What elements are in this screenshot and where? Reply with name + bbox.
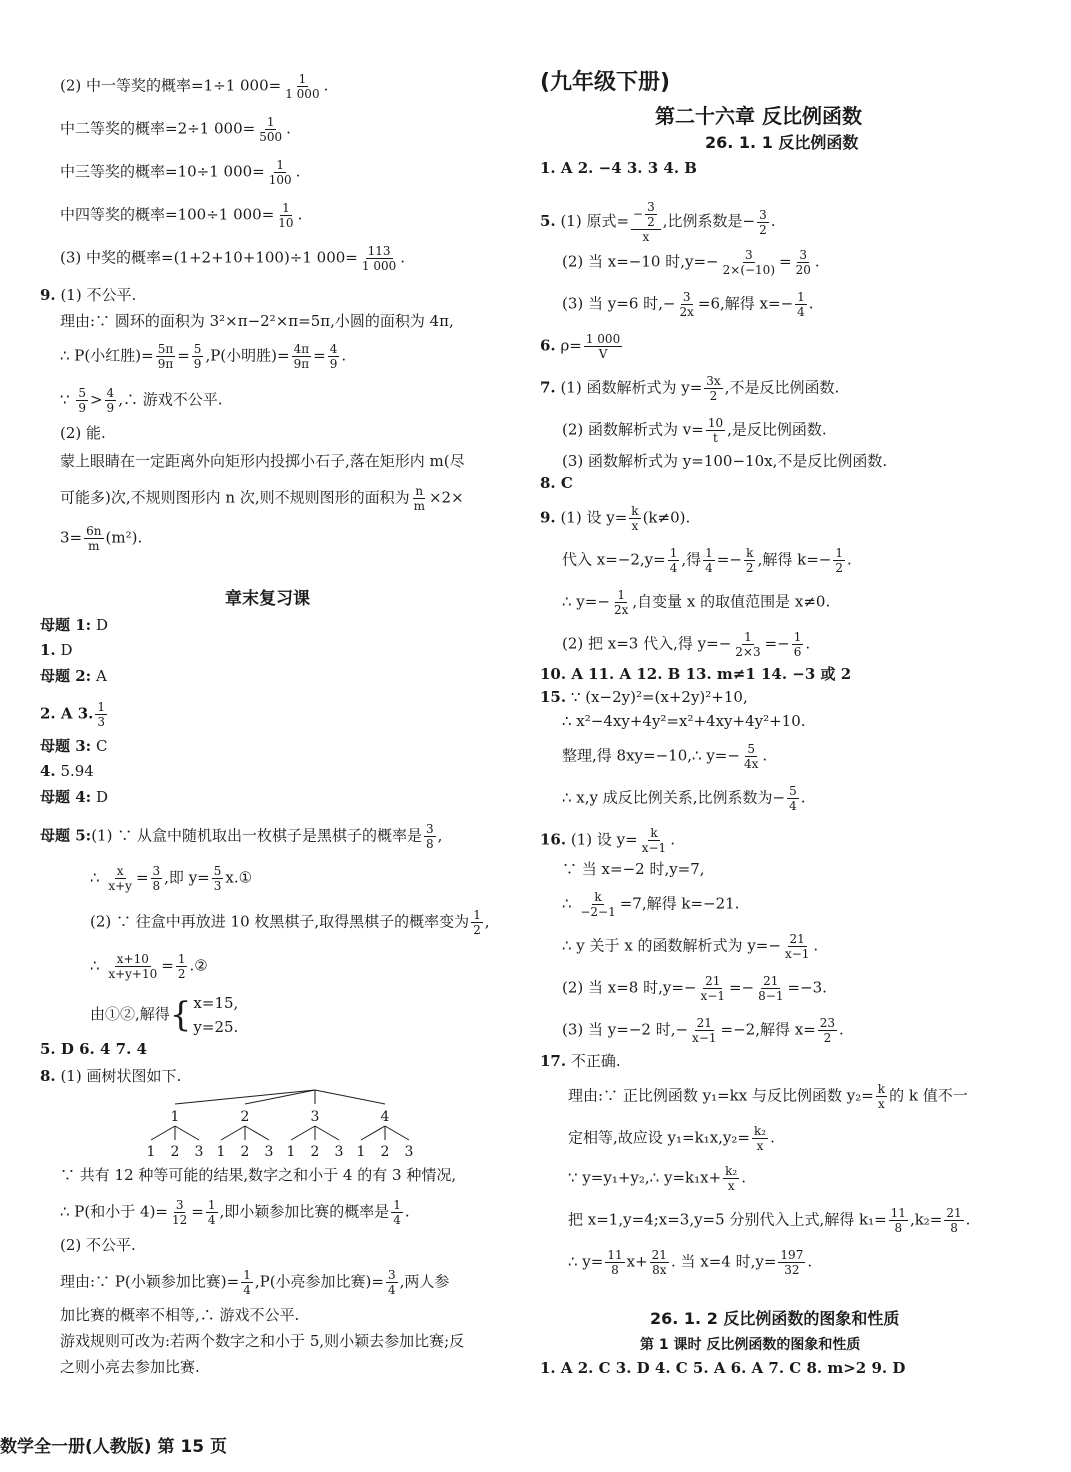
answer-line: ∵ y=y₁+y₂,∴ y=k₁x+ $\frac{\text{k₂}}{x}$ . [568,1164,747,1193]
answer-line: ∵ 共有 12 种等可能的结果,数字之和小于 4 的有 3 种情况, [60,1166,457,1184]
answer-line: 2. A 3. $\frac{1}{3}$ [40,700,106,729]
tree-node: 1 [170,1109,180,1125]
answer-line: (2) ∵ 往盒中再放进 10 枚黑棋子,取得黑棋子的概率变为 $\frac{1}{2}$ , [90,908,490,937]
tree-branch [361,1126,385,1140]
answer-line: (2) 不公平. [60,1236,136,1254]
grade-title: (九年级下册) [540,70,671,95]
section-title: 26. 1. 1 反比例函数 [705,133,859,152]
answer-line: ∴ P(小红胜)= $\frac{5\pi}{9\pi}$ = $\frac{5}{9}$ ,P(小明胜)= $\frac{4\pi}{9\pi}$ = $\frac{4}{9}$ . [60,342,347,371]
answer-line: 母题 5:(1) ∵ 从盒中随机取出一枚棋子是黑棋子的概率是 $\frac{3}{8}$ , [40,822,443,851]
answer-line: 15. ∵ (x−2y)²=(x+2y)²+10, [540,688,748,706]
tree-branch [175,1090,315,1104]
answer-line: 把 x=1,y=4;x=3,y=5 分别代入上式,解得 k₁= $\frac{11}{8}$ ,k₂= $\frac{21}{8}$ . [568,1206,971,1235]
answer-line: ∴ $\frac{x+10}{x+y+10}$ = $\frac{1}{2}$ .② [90,952,208,981]
answer-line: 加比赛的概率不相等,∴ 游戏不公平. [60,1306,300,1324]
answer-line: ∴ $\frac{k}{-2-1}$ =7,解得 k=−21. [562,890,740,919]
answer-line: 9. (1) 不公平. [40,286,137,304]
answer-line: 3= $\frac{6n}{m}$ (m²). [60,524,143,553]
answer-line: (2) 函数解析式为 v= $\frac{10}{t}$ ,是反比例函数. [562,416,827,445]
answer-line: 定相等,故应设 y₁=k₁x,y₂= $\frac{\text{k₂}}{x}$ . [568,1124,775,1153]
answer-line: ∴ P(和小于 4)= $\frac{3}{12}$ = $\frac{1}{4}$ ,即小颖参加比赛的概率是 $\frac{1}{4}$ . [60,1198,410,1227]
tree-leaf: 2 [310,1144,320,1160]
lesson-title: 第 1 课时 反比例函数的图象和性质 [640,1337,861,1353]
answer-line: 5. (1) 原式= − $\frac{3}{2}$ x ,比例系数是− $\frac{3}{2}$ . [540,200,776,244]
section-title: 26. 1. 2 反比例函数的图象和性质 [650,1309,900,1328]
answer-line: 整理,得 8xy=−10,∴ y=− $\frac{5}{4x}$ . [562,742,768,771]
section-title: 章末复习课 [225,589,310,609]
answer-line: 之则小亮去参加比赛. [60,1358,200,1376]
answer-line: 7. (1) 函数解析式为 y= $\frac{3x}{2}$ ,不是反比例函数. [540,374,840,403]
answer-line: 母题 1: D [40,616,109,634]
answer-line: (2) 当 x=8 时,y=− $\frac{21}{x-1}$ =− $\frac{21}{8-1}$ =−3. [562,974,827,1003]
tree-leaf: 1 [146,1144,156,1160]
answer-line: 可能多)次,不规则图形内 n 次,则不规则图形的面积为 $\frac{n}{m}$ ×2× [60,484,464,513]
answer-line: 游戏规则可改为:若两个数字之和小于 5,则小颖去参加比赛;反 [60,1332,465,1350]
tree-branch [291,1126,315,1140]
tree-leaf: 3 [194,1144,204,1160]
answer-line: (2) 把 x=3 代入,得 y=− $\frac{1}{2\times 3}$ =− $\frac{1}{6}$ . [562,630,811,659]
answer-line: ∵ $\frac{5}{9}$ > $\frac{4}{9}$ ,∴ 游戏不公平. [60,386,223,415]
answer-line: 理由:∵ 圆环的面积为 3²×π−2²×π=5π,小圆的面积为 4π, [60,312,454,330]
answer-line: 4. 5.94 [40,762,94,780]
tree-leaf: 2 [380,1144,390,1160]
answer-line: (2) 能. [60,424,106,442]
answer-line: 中四等奖的概率=100÷1 000= $\frac{1}{10}$ . [60,201,303,230]
tree-diagram [140,1088,460,1160]
answer-line: (3) 当 y=6 时,− $\frac{3}{2x}$ =6,解得 x=− $\frac{1}{4}$ . [562,290,814,319]
answer-line: 母题 3: C [40,737,108,755]
answer-line: 蒙上眼睛在一定距离外向矩形内投掷小石子,落在矩形内 m(尽 [60,452,465,470]
tree-leaf: 1 [286,1144,296,1160]
tree-branch [245,1126,269,1140]
answer-line: 1. A 2. −4 3. 3 4. B [540,159,697,177]
answer-line: 16. (1) 设 y= $\frac{k}{x-1}$ . [540,826,675,855]
answer-line: (3) 函数解析式为 y=100−10x,不是反比例函数. [562,452,888,470]
tree-branch [221,1126,245,1140]
tree-leaf: 1 [356,1144,366,1160]
tree-branch [175,1126,199,1140]
answer-line: ∵ 当 x=−2 时,y=7, [562,860,705,878]
answer-line: 中三等奖的概率=10÷1 000= $\frac{1}{100}$ . [60,158,301,187]
tree-branch [315,1090,385,1104]
answer-line: ∴ x,y 成反比例关系,比例系数为− $\frac{5}{4}$ . [562,784,806,813]
answer-line: 9. (1) 设 y= $\frac{k}{x}$ (k≠0). [540,504,691,533]
answer-line: 母题 4: D [40,788,109,806]
answer-line: 1. A 2. C 3. D 4. C 5. A 6. A 7. C 8. m>2 9. D [540,1359,906,1377]
tree-leaf: 3 [264,1144,274,1160]
answer-line: 理由:∵ 正比例函数 y₁=kx 与反比例函数 y₂= $\frac{k}{x}$ 的 k 值不一 [568,1082,968,1111]
answer-line: 由①②,解得{ x=15, y=25. [90,994,239,1036]
tree-leaf: 3 [334,1144,344,1160]
tree-node: 3 [310,1109,320,1125]
tree-leaf: 3 [404,1144,414,1160]
chapter-title: 第二十六章 反比例函数 [655,104,862,128]
answer-line: (3) 中奖的概率=(1+2+10+100)÷1 000= $\frac{113}{1 000}$ . [60,244,406,273]
tree-branch [385,1126,409,1140]
answer-line: ∴ y=− $\frac{1}{2x}$ ,自变量 x 的取值范围是 x≠0. [562,588,831,617]
answer-line: (2) 当 x=−10 时,y=− $\frac{3}{2\times(-10)}$ = $\frac{3}{20}$ . [562,248,820,277]
answer-line: 母题 2: A [40,667,107,685]
answer-line: (3) 当 y=−2 时,− $\frac{21}{x-1}$ =−2,解得 x= $\frac{23}{2}$ . [562,1016,844,1045]
tree-branch [245,1090,315,1104]
answer-line: 8. (1) 画树状图如下. [40,1067,182,1085]
answer-line: 1. D [40,641,73,659]
answer-line: 5. D 6. 4 7. 4 [40,1040,147,1058]
answer-line: 17. 不正确. [540,1052,621,1070]
answer-line: 代入 x=−2,y= $\frac{1}{4}$ ,得 $\frac{1}{4}$ =− $\frac{k}{2}$ ,解得 k=− $\frac{1}{2}$ . [562,546,852,575]
answer-line: 理由:∵ P(小颖参加比赛)= $\frac{1}{4}$ ,P(小亮参加比赛)= $\frac{3}{4}$ ,两人参 [60,1268,450,1297]
tree-leaf: 1 [216,1144,226,1160]
answer-line: ∴ y 关于 x 的函数解析式为 y=− $\frac{21}{x-1}$ . [562,932,819,961]
tree-branch [151,1126,175,1140]
tree-branch [315,1126,339,1140]
answer-line: 10. A 11. A 12. B 13. m≠1 14. −3 或 2 [540,665,852,683]
answer-line: ∴ $\frac{x}{x+y}$ = $\frac{3}{8}$ ,即 y= $\frac{5}{3}$ x.① [90,864,253,893]
answer-line: 6. ρ= $\frac{1 000}{V}$ [540,332,621,361]
tree-leaf: 2 [170,1144,180,1160]
answer-line: (2) 中一等奖的概率=1÷1 000= $\frac{1}{1 000}$ . [60,72,329,101]
answer-line: 8. C [540,474,573,492]
tree-node: 2 [240,1109,250,1125]
answer-line: 中二等奖的概率=2÷1 000= $\frac{1}{500}$ . [60,115,291,144]
answer-line: ∴ y= $\frac{11}{8}$ x+ $\frac{21}{8x}$ . 当 x=4 时,y= $\frac{197}{32}$ . [568,1248,813,1277]
page-footer: 数学全一册(人教版) 第 15 页 [0,1437,227,1457]
tree-node: 4 [380,1109,390,1125]
answer-line: ∴ x²−4xy+4y²=x²+4xy+4y²+10. [562,712,806,730]
tree-leaf: 2 [240,1144,250,1160]
